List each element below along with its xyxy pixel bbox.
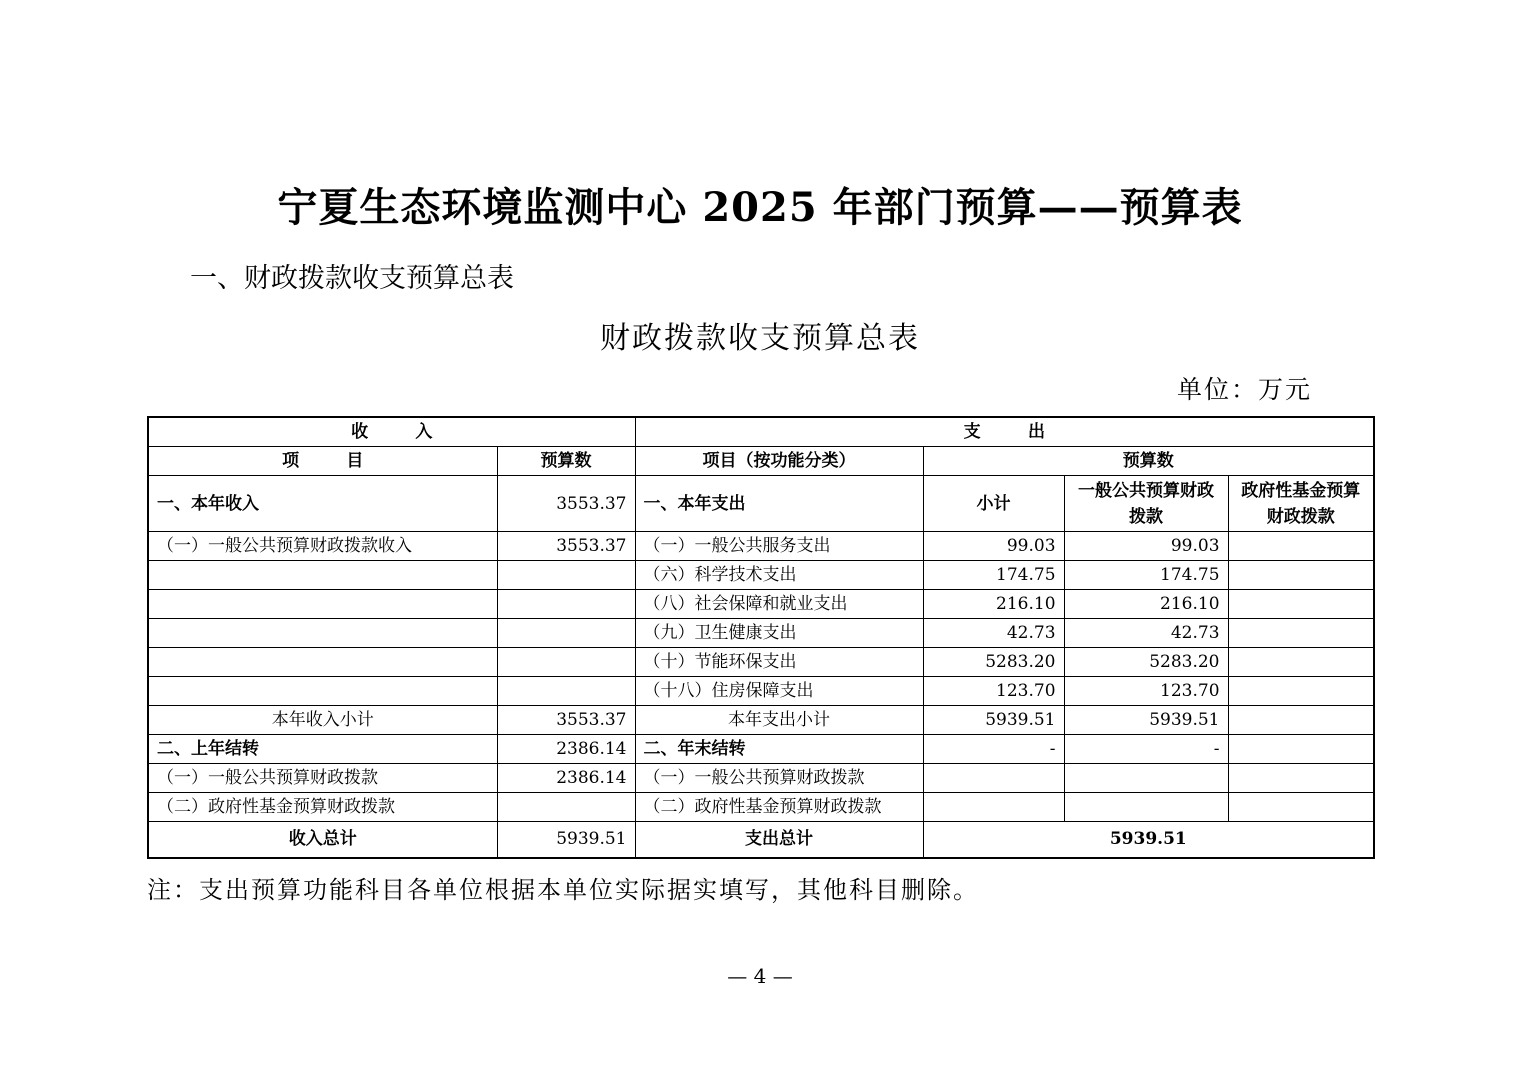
cell-gen: 99.03 <box>1064 532 1228 561</box>
cell-out-item: （二）政府性基金预算财政拨款 <box>635 793 923 822</box>
subtotal-header: 小计 <box>923 476 1064 532</box>
cell-gen: 5283.20 <box>1064 648 1228 677</box>
cell-out-item: （十）节能环保支出 <box>635 648 923 677</box>
table-title: 财政拨款收支预算总表 <box>600 321 920 356</box>
table-row <box>148 590 1374 619</box>
section-heading: 一、财政拨款收支预算总表 <box>190 263 514 294</box>
cell-gen <box>1064 793 1228 822</box>
cell-out-item: （一）一般公共服务支出 <box>635 532 923 561</box>
cell-sub <box>923 793 1064 822</box>
expense-header: 支 出 <box>635 417 1374 447</box>
cell-fund <box>1228 706 1374 735</box>
budget2-header: 预算数 <box>923 447 1374 476</box>
income-header: 收 入 <box>148 417 635 447</box>
table-row <box>148 476 1374 532</box>
cell-in-val: 3553.37 <box>497 476 635 532</box>
expense-total-value: 5939.51 <box>923 822 1374 858</box>
income-total-label: 收入总计 <box>148 822 497 858</box>
func-item-header: 项目（按功能分类） <box>635 447 923 476</box>
cell-gen: 123.70 <box>1064 677 1228 706</box>
cell-fund <box>1228 561 1374 590</box>
budget-header: 预算数 <box>497 447 635 476</box>
cell-out-item: （十八）住房保障支出 <box>635 677 923 706</box>
table-row <box>148 677 1374 706</box>
cell-in-val <box>497 648 635 677</box>
cell-out-item: 本年支出小计 <box>635 706 923 735</box>
cell-in-val: 3553.37 <box>497 706 635 735</box>
table-row <box>148 764 1374 793</box>
document-title: 宁夏生态环境监测中心 2025 年部门预算——预算表 <box>277 184 1243 231</box>
cell-in-item: （一）一般公共预算财政拨款 <box>148 764 497 793</box>
cell-in-item: （一）一般公共预算财政拨款收入 <box>148 532 497 561</box>
header-row-1 <box>148 417 1374 447</box>
cell-in-item <box>148 619 497 648</box>
cell-fund <box>1228 590 1374 619</box>
page-number: — 4 — <box>727 964 793 988</box>
cell-out-item: 一、本年支出 <box>635 476 923 532</box>
cell-in-val: 2386.14 <box>497 764 635 793</box>
cell-gen <box>1064 764 1228 793</box>
table-row <box>148 532 1374 561</box>
cell-fund <box>1228 735 1374 764</box>
cell-sub: 216.10 <box>923 590 1064 619</box>
budget-table <box>147 416 1375 859</box>
cell-out-item: 二、年末结转 <box>635 735 923 764</box>
cell-sub <box>923 764 1064 793</box>
cell-fund <box>1228 677 1374 706</box>
cell-sub: 99.03 <box>923 532 1064 561</box>
cell-in-val <box>497 619 635 648</box>
cell-in-item: （二）政府性基金预算财政拨款 <box>148 793 497 822</box>
cell-in-val: 2386.14 <box>497 735 635 764</box>
general-header: 一般公共预算财政拨款 <box>1064 476 1228 532</box>
cell-out-item: （六）科学技术支出 <box>635 561 923 590</box>
cell-gen: 216.10 <box>1064 590 1228 619</box>
cell-out-item: （九）卫生健康支出 <box>635 619 923 648</box>
cell-in-item: 一、本年收入 <box>148 476 497 532</box>
cell-gen: 174.75 <box>1064 561 1228 590</box>
table-row <box>148 561 1374 590</box>
table-row <box>148 648 1374 677</box>
cell-in-val <box>497 793 635 822</box>
table-row <box>148 735 1374 764</box>
cell-gen: 5939.51 <box>1064 706 1228 735</box>
cell-out-item: （一）一般公共预算财政拨款 <box>635 764 923 793</box>
cell-sub: 5939.51 <box>923 706 1064 735</box>
gov-fund-header: 政府性基金预算财政拨款 <box>1228 476 1374 532</box>
cell-in-item <box>148 590 497 619</box>
cell-in-item <box>148 677 497 706</box>
table-row <box>148 619 1374 648</box>
cell-in-val <box>497 561 635 590</box>
cell-fund <box>1228 532 1374 561</box>
expense-total-label: 支出总计 <box>635 822 923 858</box>
cell-in-val: 3553.37 <box>497 532 635 561</box>
cell-out-item: （八）社会保障和就业支出 <box>635 590 923 619</box>
totals-row <box>148 822 1374 858</box>
header-row-2 <box>148 447 1374 476</box>
cell-sub: 174.75 <box>923 561 1064 590</box>
table-row <box>148 793 1374 822</box>
cell-in-item <box>148 561 497 590</box>
cell-fund <box>1228 619 1374 648</box>
cell-in-val <box>497 677 635 706</box>
cell-gen: 42.73 <box>1064 619 1228 648</box>
cell-in-item: 本年收入小计 <box>148 706 497 735</box>
cell-fund <box>1228 764 1374 793</box>
cell-in-item <box>148 648 497 677</box>
cell-gen: - <box>1064 735 1228 764</box>
cell-sub: - <box>923 735 1064 764</box>
table-row <box>148 706 1374 735</box>
item-header: 项 目 <box>148 447 497 476</box>
income-total-value: 5939.51 <box>497 822 635 858</box>
cell-sub: 123.70 <box>923 677 1064 706</box>
cell-sub: 5283.20 <box>923 648 1064 677</box>
unit-label: 单位：万元 <box>1176 375 1312 404</box>
footnote: 注：支出预算功能科目各单位根据本单位实际据实填写，其他科目删除。 <box>147 876 979 904</box>
cell-fund <box>1228 648 1374 677</box>
cell-sub: 42.73 <box>923 619 1064 648</box>
cell-in-val <box>497 590 635 619</box>
cell-fund <box>1228 793 1374 822</box>
cell-in-item: 二、上年结转 <box>148 735 497 764</box>
